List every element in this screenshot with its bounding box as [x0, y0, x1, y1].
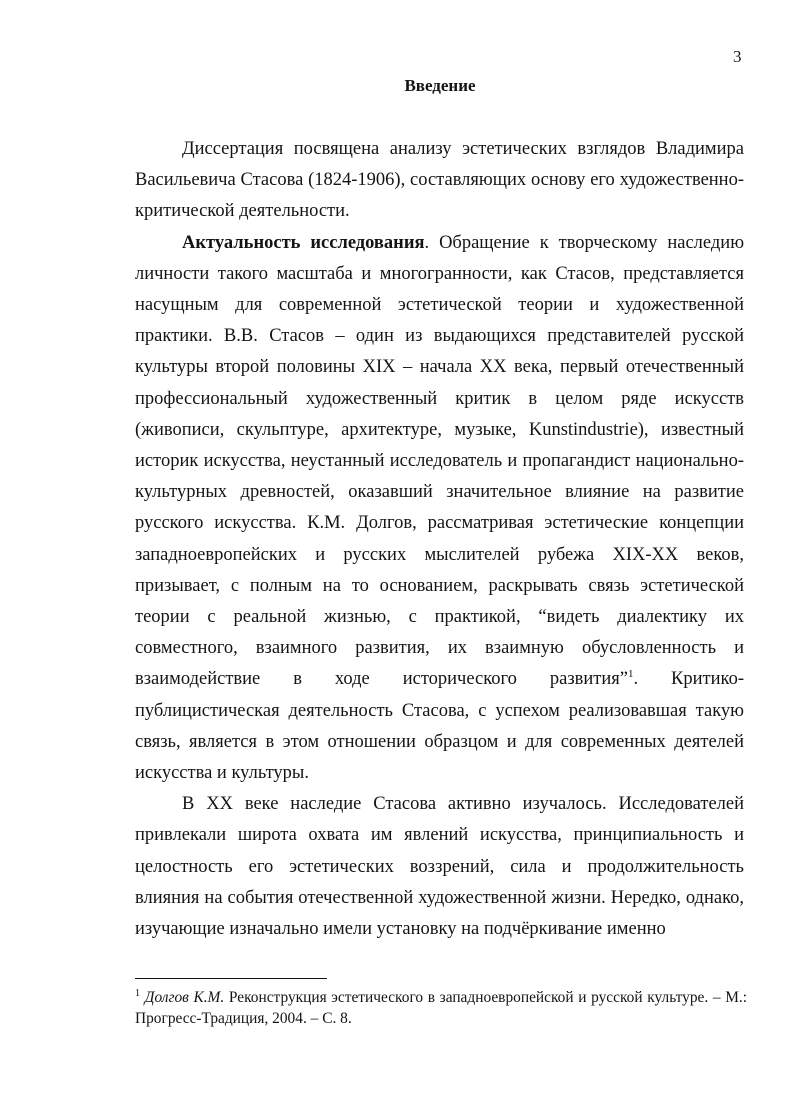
paragraph-lead: Актуальность исследования: [182, 232, 425, 253]
paragraph-text-continued: . Критико-публицистическая деятельность Стасова, с успехом реализовавшая такую связь, является в этом отношении образцом и для современных деятелей искусства и культуры.: [135, 669, 744, 784]
paragraph-relevance: [135, 228, 744, 790]
footnote-author: Долгов К.М.: [144, 989, 225, 1006]
section-heading: Введение: [404, 76, 476, 95]
paragraph-intro: Диссертация посвящена анализу эстетических взглядов Владимира Васильевича Стасова (1824-1906), составляющих основу его художественно-критической деятельности.: [135, 139, 744, 222]
page-number: 3: [733, 47, 742, 66]
paragraph-text: . Обращение к творческому наследию личности такого масштаба и многогранности, как Стасов, представляется насущным для современной эстетической теории и художественной практики. В.В. Стасов – один из выдающихся представителей русской культуры второй половины XIX – начала XX века, первый отечественный профессиональный художественный критик в целом ряде искусств (живописи, скульптуре, архитектуре, музыке, Kunstindustrie), известный историк искусства, неустанный исследователь и пропагандист национально-культурных древностей, оказавший значительное влияние на развитие русского искусства. К.М. Долгов, рассматривая эстетические концепции западноевропейских и русских мыслителей рубежа XIX-XX веков, призывает, с полным на то основанием, раскрывать связь эстетической теории с реальной жизнью, с практикой, “видеть диалектику их совместного, взаимного развития, их взаимную обусловленность и взаимодействие в ходе исторического развития”: [135, 232, 745, 690]
paragraph-legacy: В XX веке наследие Стасова активно изучалось. Исследователей привлекали широта охвата им явлений искусства, принципиальность и целостность его эстетических воззрений, сила и продолжительность влияния на события отечественной художественной жизни. Нередко, однако, изучающие изначально имели установку на подчёркивание именно: [135, 794, 744, 940]
footnote: [135, 987, 747, 1029]
footnote-marker: 1: [135, 987, 140, 999]
footnote-text: Реконструкция эстетического в западноевропейской и русской культуре. – М.: Прогресс-Традиция, 2004. – С. 8.: [135, 989, 748, 1027]
footnote-reference[interactable]: 1: [627, 668, 634, 681]
footnote-separator: [135, 978, 327, 979]
body-text: [135, 134, 744, 945]
